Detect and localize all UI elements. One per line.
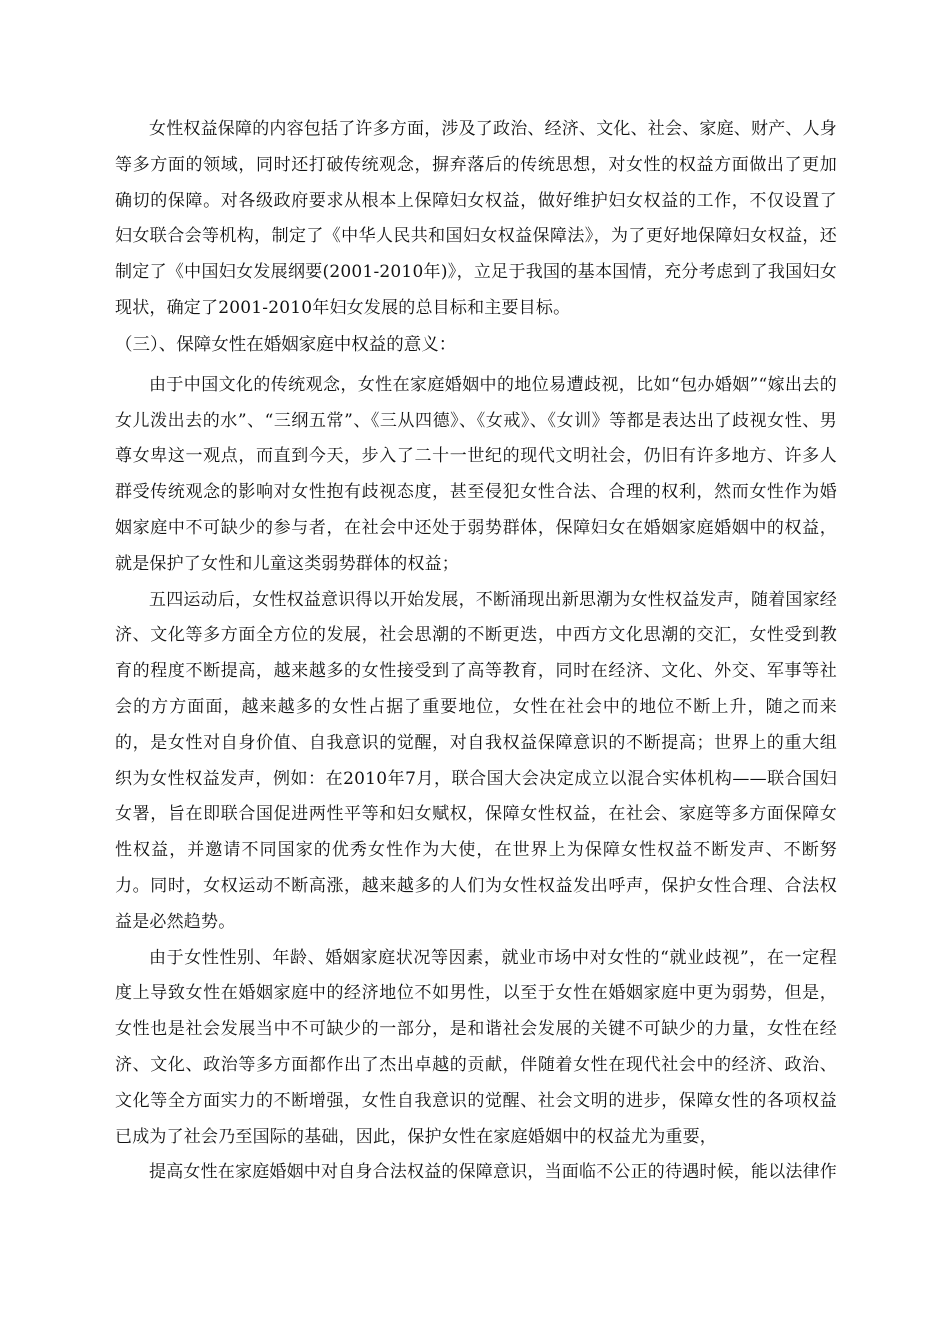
paragraph-rights-scope: 女性权益保障的内容包括了许多方面，涉及了政治、经济、文化、社会、家庭、财产、人身等多方面的领域，同时还打破传统观念，摒弃落后的传统思想，对女性的权益方面做出了更加确切的保障。对各级政府要求从根本上保障妇女权益，做好维护妇女权益的工作，不仅设置了妇女联合会等机构，制定了《中华人民共和国妇女权益保障法》，为了更好地保障妇女权益，还制定了《中国妇女发展纲要(2001-2010年)》，立足于我国的基本国情，充分考虑到了我国妇女现状，确定了2001-2010年妇女发展的总目标和主要目标。: [115, 119, 837, 318]
paragraph-may-fourth-movement: 五四运动后，女性权益意识得以开始发展，不断涌现出新思潮为女性权益发声，随着国家经济、文化等多方面全方位的发展，社会思潮的不断更迭，中西方文化思潮的交汇，女性受到教育的程度不断提高，越来越多的女性接受到了高等教育，同时在经济、文化、外交、军事等社会的方方面面，越来越多的女性占据了重要地位，女性在社会中的地位不断上升，随之而来的，是女性对自身价值、自我意识的觉醒，对自我权益保障意识的不断提高；世界上的重大组织为女性权益发声，例如：在2010年7月，联合国大会决定成立以混合实体机构——联合国妇女署，旨在即联合国促进两性平等和妇女赋权，保障女性权益，在社会、家庭等多方面保障女性权益，并邀请不同国家的优秀女性作为大使，在世界上为保障女性权益不断发声、不断努力。同时，女权运动不断高涨，越来越多的人们为女性权益发出呼声，保护女性合理、合法权益是必然趋势。: [115, 589, 837, 932]
document-body: [115, 112, 837, 1191]
paragraph-legal-awareness: 提高女性在家庭婚姻中对自身合法权益的保障意识，当面临不公正的待遇时候，能以法律作: [149, 1162, 837, 1183]
paragraph-traditional-discrimination: 由于中国文化的传统观念，女性在家庭婚姻中的地位易遭歧视，比如“包办婚姻”“嫁出去的女儿泼出去的水”、“三纲五常”、《三从四德》、《女戒》、《女训》等都是表达出了歧视女性、男尊女卑这一观点，而直到今天，步入了二十一世纪的现代文明社会，仍旧有许多地方、许多人群受传统观念的影响对女性抱有歧视态度，甚至侵犯女性合法、合理的权利，然而女性作为婚姻家庭中不可缺少的参与者，在社会中还处于弱势群体，保障妇女在婚姻家庭婚姻中的权益，就是保护了女性和儿童这类弱势群体的权益；: [115, 374, 837, 574]
section-heading: （三）、保障女性在婚姻家庭中权益的意义：: [115, 334, 457, 355]
paragraph-employment-discrimination: 由于女性性别、年龄、婚姻家庭状况等因素，就业市场中对女性的“就业歧视”，在一定程度上导致女性在婚姻家庭中的经济地位不如男性，以至于女性在婚姻家庭中更为弱势，但是，女性也是社会发展当中不可缺少的一部分，是和谐社会发展的关键不可缺少的力量，女性在经济、文化、政治等多方面都作出了杰出卓越的贡献，伴随着女性在现代社会中的经济、政治、文化等全方面实力的不断增强，女性自我意识的觉醒、社会文明的进步，保障女性的各项权益已成为了社会乃至国际的基础，因此，保护女性在家庭婚姻中的权益尤为重要，: [115, 947, 837, 1147]
